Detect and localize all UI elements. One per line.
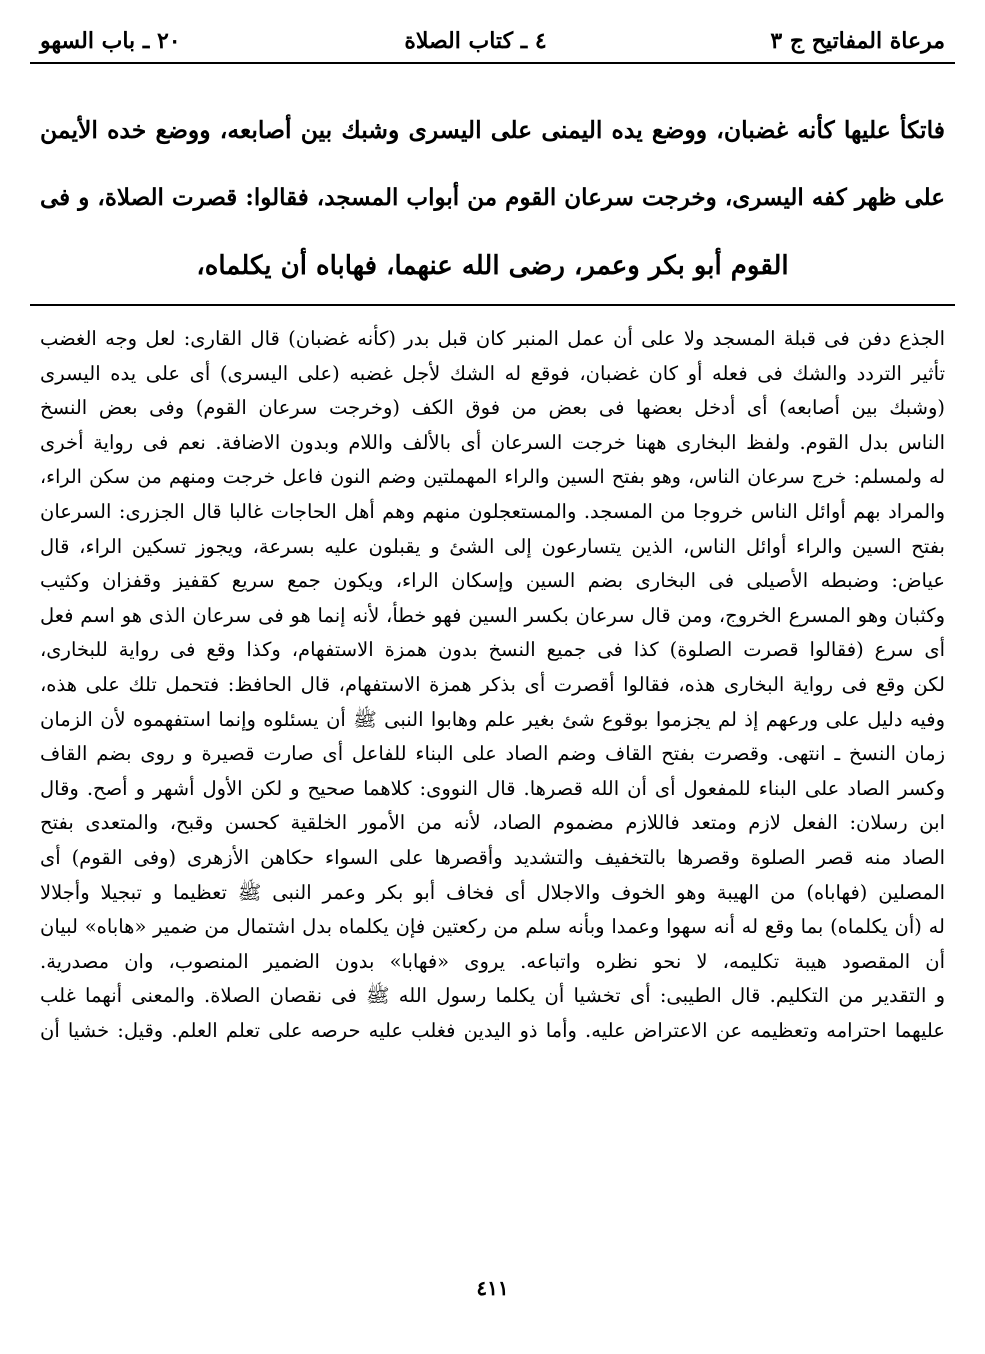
commentary (40, 322, 945, 1048)
header-chapter: ٤ ـ كتاب الصلاة (404, 28, 547, 54)
page-number: ٤١١ (476, 1276, 509, 1300)
hadith-text (40, 96, 945, 300)
commentary-line: له (أن يكلماه) بما وقع له أنه سهوا وعمدا وبأنه سلم من ركعتين فإن يكلماه بدل اشتمال من ضمير «هاباه» لبيان (40, 915, 945, 939)
commentary-line: عليهما احترامه وتعظيمه عن الاعتراض عليه. وأما ذو اليدين فغلب عليه حرصه على تعلم العلم. وقيل: خشيا أن (40, 1018, 945, 1042)
commentary-line: تأثير التردد والشك فى فعله أو كان غضبان، فوقع له الشك لأجل غضبه (على اليسرى) أى على يده اليسرى (40, 361, 945, 385)
commentary-line: وفيه دليل على ورعهم إذ لم يجزموا بوقوع شئ بغير علم وهابوا النبى ﷺ أن يسئلوه وإنما استفهموه لأن الزمان (40, 707, 945, 731)
commentary-line: لكن وقع فى رواية البخارى هذه، فقالوا أقصرت أى بذكر همزة الاستفهام، قال الحافظ: فتحمل تلك على هذه، (40, 672, 945, 696)
commentary-line: عياض: وضبطه الأصيلى فى البخارى بضم السين وإسكان الراء، ويكون جمع سريع كقفيز وقفزان وكثيب (40, 569, 945, 593)
commentary-line: الجذع دفن فى قبلة المسجد ولا على أن عمل المنبر كان قبل بدر (كأنه غضبان) قال القارى: لعل وجه الغضب (40, 327, 945, 350)
running-header (40, 24, 945, 58)
separator-rule (30, 304, 955, 306)
header-book-title: مرعاة المفاتيح ج ٣ (770, 28, 945, 54)
commentary-line: بفتح السين والراء أوائل الناس، الذين يتسارعون إلى الشئ و يقبلون عليه بسرعة، ويجوز تسكين الراء، قال (40, 534, 945, 558)
header-rule (30, 62, 955, 64)
commentary-line: الصاد منه قصر الصلوة وقصرها بالتخفيف والتشديد وأقصرها على السواء حكاهن الأزهرى (وفى القوم) أى (40, 845, 945, 869)
commentary-line: أى سرع (فقالوا قصرت الصلوة) كذا فى جميع النسخ بدون همزة الاستفهام، وكذا وقع فى رواية للبخارى، (40, 638, 945, 662)
commentary-line: و التقدير من التكليم. قال الطيبى: أى تخشيا أن يكلما رسول الله ﷺ فى نقصان الصلاة. والمعنى أنهما غلب (40, 984, 945, 1008)
hadith-line: القوم أبو بكر وعمر، رضى الله عنهما، فهاباه أن يكلماه، (196, 251, 789, 281)
commentary-line: وكثبان وهو المسرع الخروج، ومن قال سرعان بكسر السين فهو خطأ، لأنه إنما هو فى سرعان الذى هو اسم فعل (40, 603, 945, 627)
commentary-line: الناس بدل القوم. ولفظ البخارى ههنا خرجت السرعان أى بالألف واللام وبدون الاضافة. نعم فى رواية أخرى (40, 430, 945, 454)
header-section: ٢٠ ـ باب السهو (40, 28, 181, 54)
hadith-line: على ظهر كفه اليسرى، وخرجت سرعان القوم من أبواب المسجد، فقالوا: قصرت الصلاة، و فى (40, 184, 945, 211)
commentary-line: والمراد بهم أوائل الناس خروجا من المسجد. والمستعجلون منهم وهم أهل الحاجات غالبا قال الجزرى: السرعان (40, 499, 945, 523)
commentary-line: زمان النسخ ـ انتهى. وقصرت بفتح القاف وضم الصاد على البناء للفاعل أى صارت قصيرة و روى بضم القاف (40, 742, 945, 766)
commentary-line: له ولمسلم: خرج سرعان الناس، وهو بفتح السين والراء المهملتين وضم النون فاعل خرجت ومنهم من سكن الراء، (40, 466, 945, 489)
commentary-line: المصلين (فهاباه) من الهيبة وهو الخوف والاجلال أى فخاف أبو بكر وعمر النبى ﷺ تعظيما و تبجيلا وأجلالا (40, 880, 945, 904)
commentary-line: ابن رسلان: الفعل لازم ومتعد فاللازم مضموم الصاد، لأنه من الأمور الخلقية كحسن وقبح، والمتعدى بفتح (40, 811, 945, 835)
commentary-line: وكسر الصاد على البناء للمفعول أى أن الله قصرها. قال النووى: كلاهما صحيح و لكن الأول أشهر و أصح. وقال (40, 776, 945, 800)
commentary-line: أن المقصود هيبة تكليمه، لا نحو نظره واتباعه. يروى «فهابا» بدون الضمير المنصوب، وان مصدرية. (40, 949, 945, 973)
commentary-line: (وشبك بين أصابعه) أى أدخل بعضها فى بعض من فوق الكف (وخرجت سرعان القوم) وفى بعض النسخ (40, 396, 945, 420)
hadith-line: فاتكأ عليها كأنه غضبان، ووضع يده اليمنى على اليسرى وشبك بين أصابعه، ووضع خده الأيمن (40, 116, 945, 144)
